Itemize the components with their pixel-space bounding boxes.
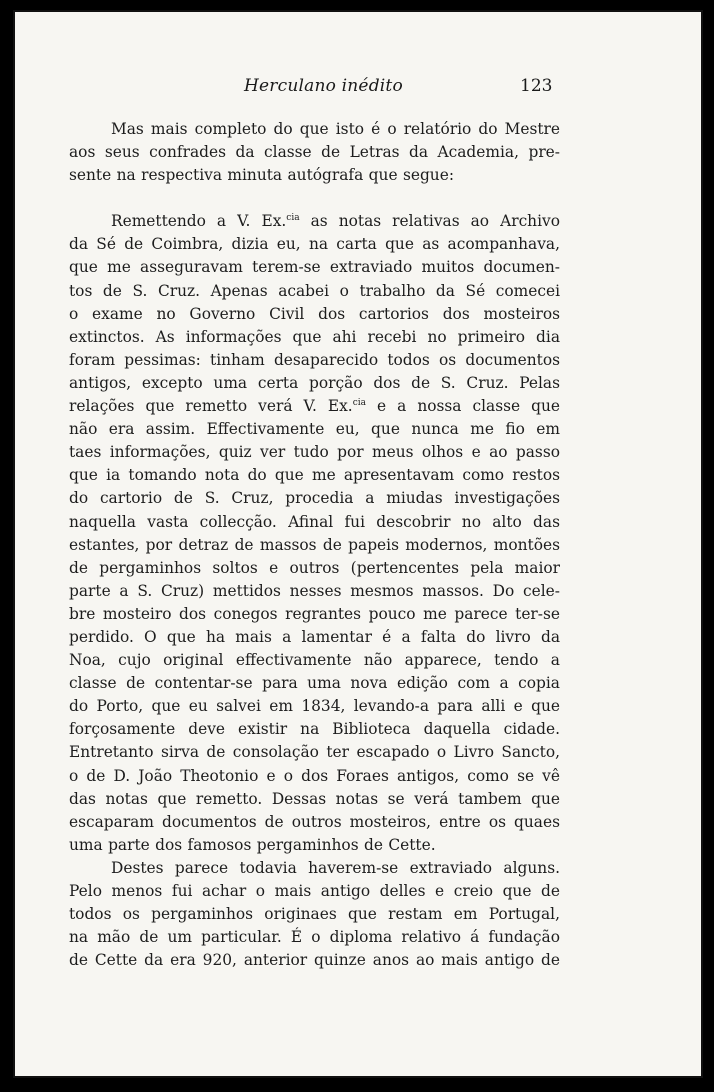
text-line: o exame no Governo Civil dos cartorios dos mosteiros bbox=[69, 304, 560, 323]
text-line: bre mosteiro dos conegos regrantes pouco me parece ter-se bbox=[69, 604, 560, 623]
text-line bbox=[69, 210, 560, 233]
text-line: não era assim. Effectivamente eu, que nunca me fio em bbox=[69, 420, 560, 439]
text-segment: Remettendo a V. Ex. bbox=[111, 212, 287, 231]
text-line: da Sé de Coimbra, dizia eu, na carta que as acompanhava, bbox=[69, 235, 560, 254]
text-line: Mas mais completo do que isto é o relatório do Mestre bbox=[111, 120, 560, 138]
text-line: extinctos. As informações que ahi recebi no primeiro dia bbox=[69, 327, 560, 346]
text-line: Noa, cujo original effectivamente não apparece, tendo a bbox=[69, 651, 560, 670]
text-line: de pergaminhos soltos e outros (pertencentes pela maior bbox=[69, 558, 560, 577]
text-line: Entretanto sirva de consolação ter escapado o Livro Sancto, bbox=[69, 743, 560, 762]
paragraph-2 bbox=[69, 210, 560, 857]
text-line: das notas que remetto. Dessas notas se verá tambem que bbox=[69, 789, 560, 808]
text-line: taes informações, quiz ver tudo por meus olhos e ao passo bbox=[69, 443, 560, 462]
paragraph-3 bbox=[69, 857, 560, 972]
text-line: sente na respectiva minuta autógrafa que segue: bbox=[69, 166, 455, 185]
page-number: 123 bbox=[520, 76, 553, 96]
text-segment: e a nossa classe que bbox=[365, 397, 560, 416]
text-line: uma parte dos famosos pergaminhos de Cette. bbox=[69, 835, 436, 854]
text-line: todos os pergaminhos originaes que restam em Portugal, bbox=[69, 905, 560, 924]
paragraph-1 bbox=[69, 118, 560, 187]
text-line: estantes, por detraz de massos de papeis modernos, montões bbox=[69, 535, 560, 554]
text-line: aos seus confrades da classe de Letras da Academia, pre- bbox=[69, 143, 560, 162]
text-line: classe de contentar-se para uma nova edição com a copia bbox=[69, 674, 560, 693]
text-line: tos de S. Cruz. Apenas acabei o trabalho da Sé comecei bbox=[69, 281, 560, 300]
text-segment: relações que remetto verá V. Ex. bbox=[69, 397, 353, 416]
text-line: foram pessimas: tinham desaparecido todos os documentos bbox=[69, 350, 560, 369]
text-line: que me asseguravam terem-se extraviado muitos documen- bbox=[69, 258, 560, 277]
text-segment: as notas relativas ao Archivo bbox=[299, 212, 560, 231]
text-line: antigos, excepto uma certa porção dos de S. Cruz. Pelas bbox=[69, 373, 560, 392]
text-line: Destes parece todavia haverem-se extraviado alguns. bbox=[111, 858, 560, 877]
text-line: Pelo menos fui achar o mais antigo delles e creio que de bbox=[69, 882, 560, 900]
text-line bbox=[69, 395, 560, 418]
text-line: o de D. João Theotonio e o dos Foraes antigos, como se vê bbox=[69, 766, 560, 785]
text-line: forçosamente deve existir na Biblioteca daquella cidade. bbox=[69, 720, 560, 739]
text-line: de Cette da era 920, anterior quinze anos ao mais antigo de bbox=[69, 951, 560, 970]
text-line: na mão de um particular. É o diploma relativo á fundação bbox=[69, 928, 560, 947]
running-header-title: Herculano inédito bbox=[244, 76, 403, 96]
body-text bbox=[69, 118, 560, 972]
text-line: do cartorio de S. Cruz, procedia a miudas investigações bbox=[69, 489, 560, 508]
text-line: que ia tomando nota do que me apresentavam como restos bbox=[69, 466, 560, 485]
superscript: cia bbox=[286, 213, 300, 224]
text-line: do Porto, que eu salvei em 1834, levando-a para alli e que bbox=[69, 697, 560, 716]
text-line: perdido. O que ha mais a lamentar é a falta do livro da bbox=[69, 627, 560, 646]
text-line: parte a S. Cruz) mettidos nesses mesmos massos. Do cele- bbox=[69, 581, 560, 600]
book-page bbox=[13, 10, 703, 1078]
superscript: cia bbox=[352, 398, 366, 409]
text-line: escaparam documentos de outros mosteiros, entre os quaes bbox=[69, 812, 560, 831]
text-line: naquella vasta collecção. Afinal fui descobrir no alto das bbox=[69, 512, 560, 531]
